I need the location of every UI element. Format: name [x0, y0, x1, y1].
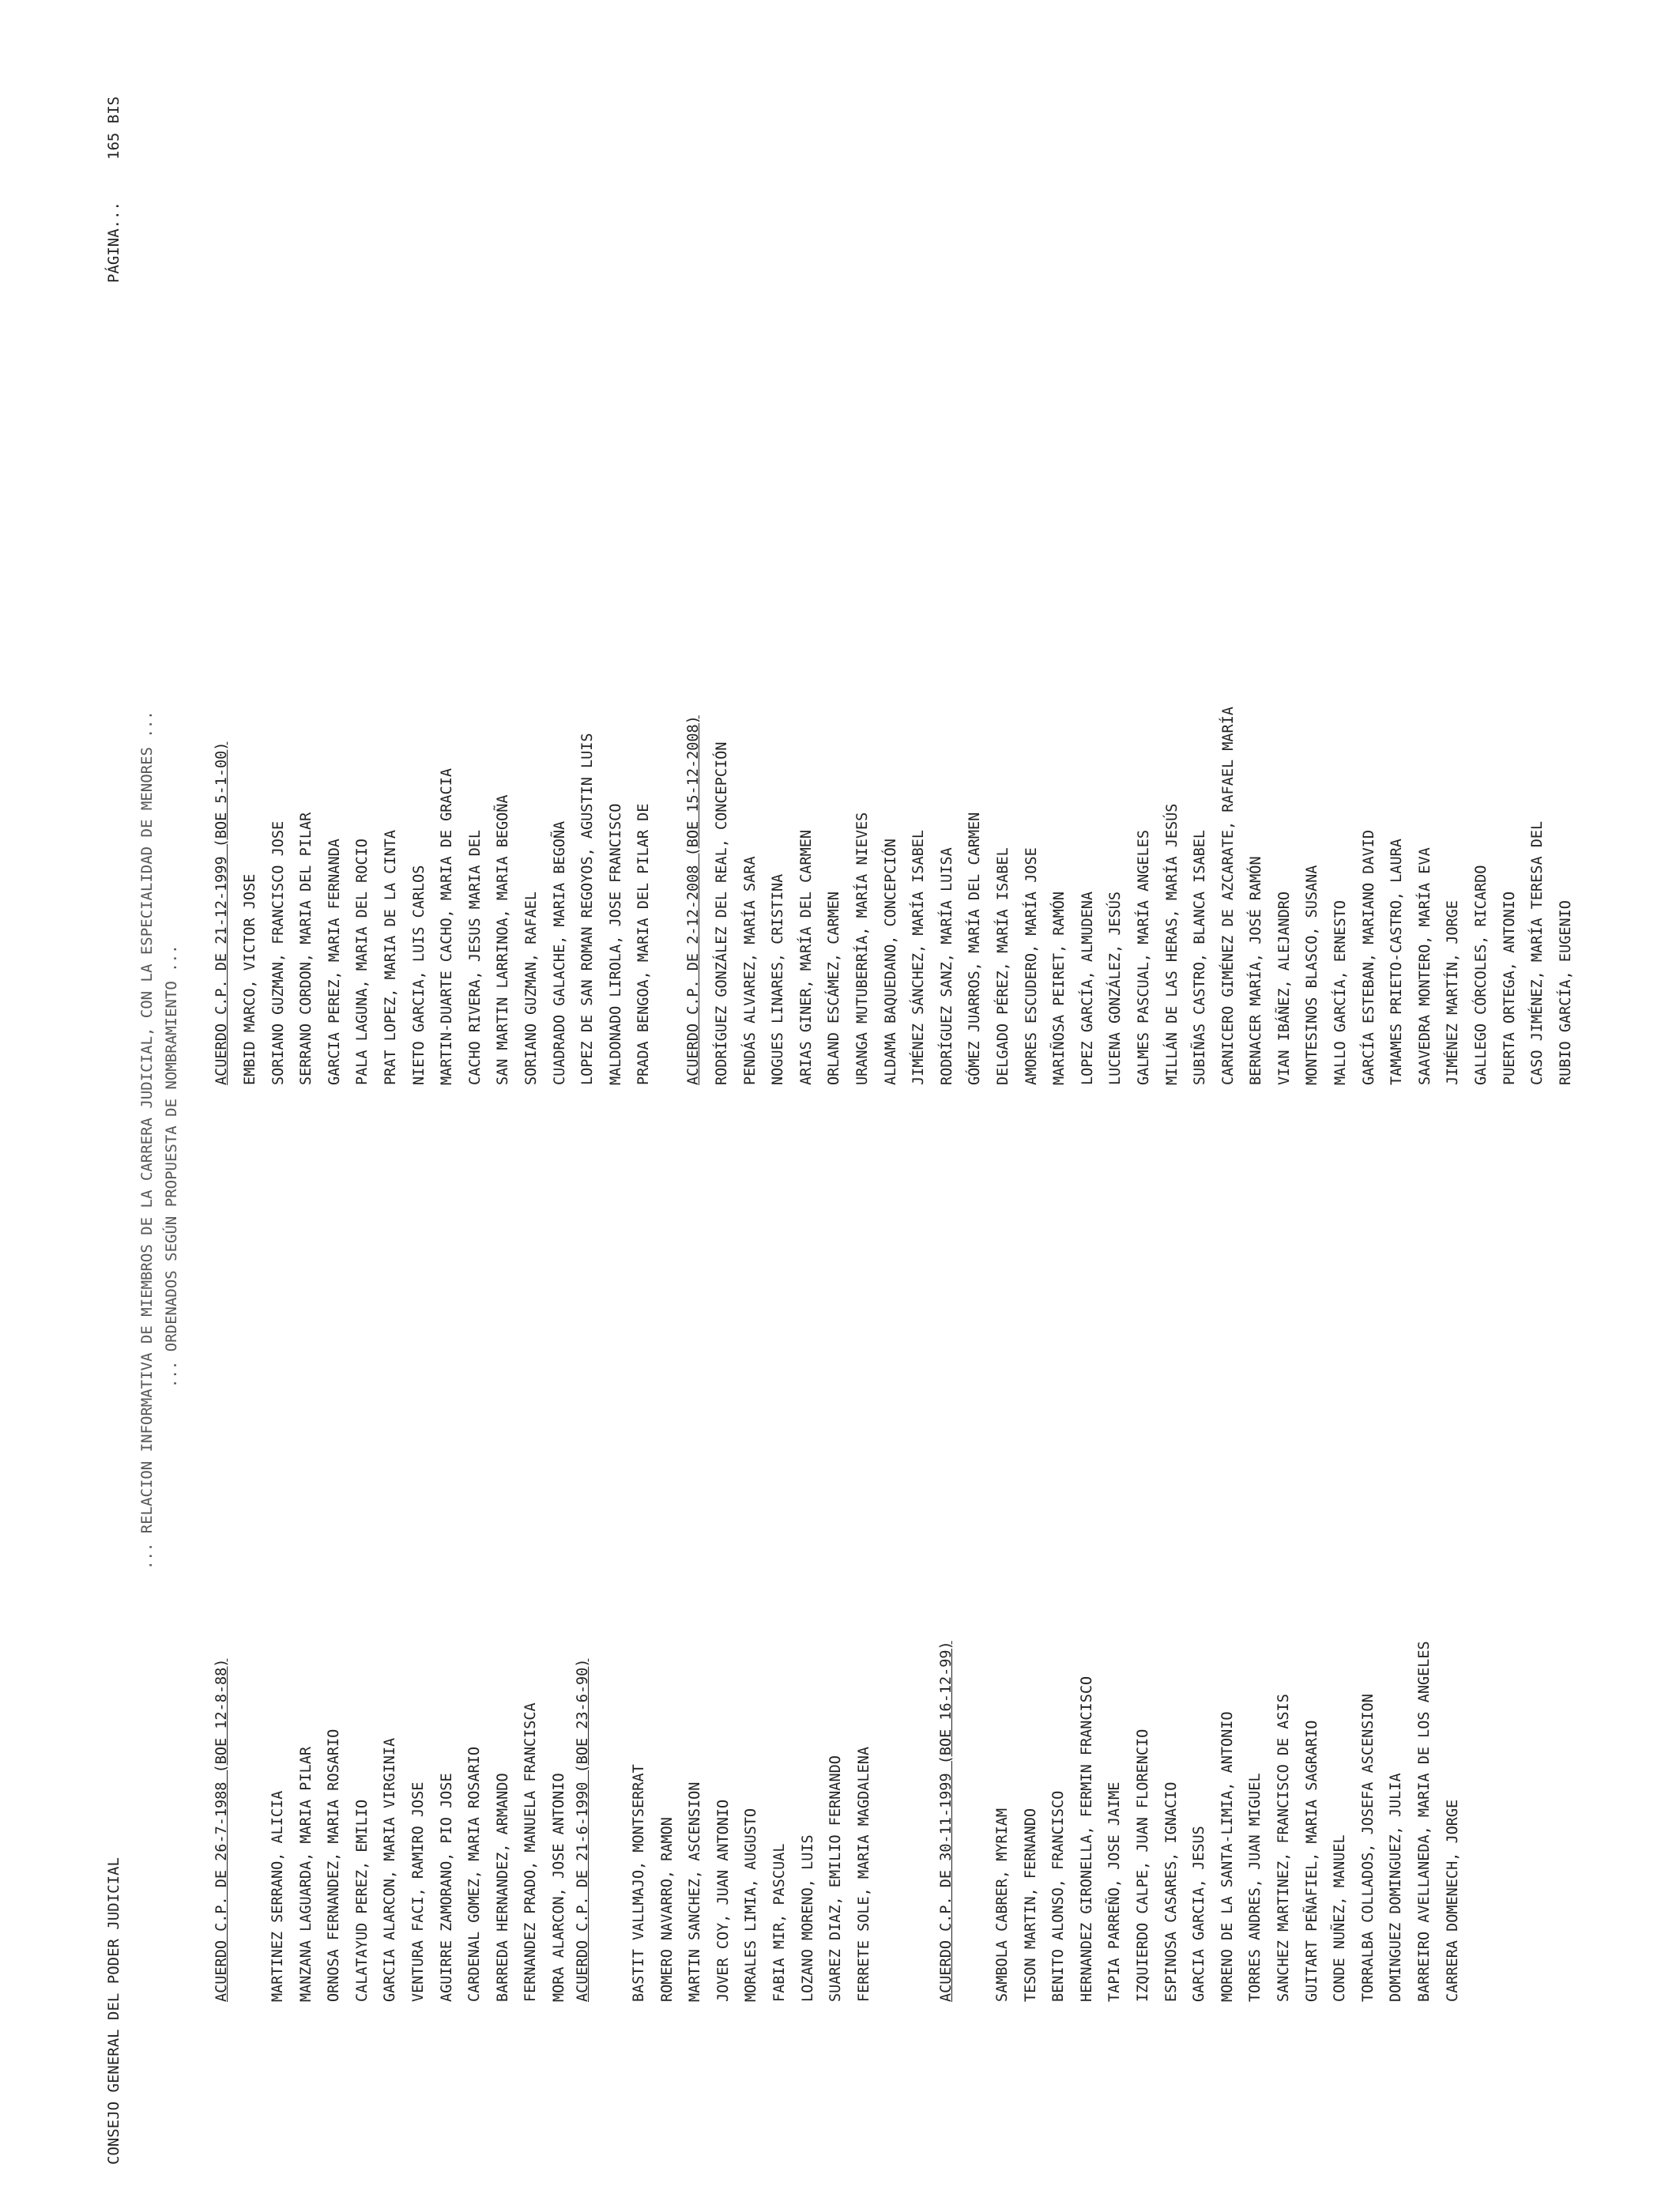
- member-name: LOZANO MORENO, LUIS: [799, 1834, 816, 2002]
- member-name: BENITO ALONSO, FRANCISCO: [1050, 1790, 1068, 2002]
- member-name: SORIANO GUZMAN, RAFAEL: [522, 891, 540, 1085]
- member-name: BASTIT VALLMAJO, MONTSERRAT: [631, 1764, 647, 2002]
- member-name: FERRETE SOLE, MARIA MAGDALENA: [855, 1746, 872, 2002]
- member-name: TESON MARTIN, FERNANDO: [1022, 1808, 1039, 2002]
- member-list: [236, 733, 658, 1085]
- member-name: MALLO GARCÍA, ERNESTO: [1332, 900, 1350, 1085]
- member-name: PUERTA ORTEGA, ANTONIO: [1501, 891, 1518, 1085]
- member-name: ARIAS GINER, MARÍA DEL CARMEN: [797, 829, 815, 1085]
- member-name: MILLÁN DE LAS HERAS, MARÍA JESÚS: [1163, 803, 1181, 1085]
- member-name: MARIÑOSA PEIRET, RAMÓN: [1051, 891, 1068, 1085]
- member-name: TORRALBA COLLADOS, JOSEFA ASCENSION: [1359, 1694, 1377, 2002]
- member-name: MONTESINOS BLASCO, SUSANA: [1304, 865, 1321, 1085]
- member-name: CARRERA DOMENECH, JORGE: [1444, 1799, 1461, 2002]
- agreement-heading: ACUERDO C.P. DE 21-6-1990 (BOE 23-6-90): [574, 1658, 591, 2002]
- organization-name: CONSEJO GENERAL DEL PODER JUDICIAL: [105, 1857, 122, 2165]
- agreement-heading: ACUERDO C.P. DE 21-12-1999 (BOE 5-1-00): [213, 741, 230, 1085]
- member-name: JIMÉNEZ SÁNCHEZ, MARÍA ISABEL: [910, 829, 928, 1085]
- member-name: CARNICERO GIMÉNEZ DE AZCARATE, RAFAEL MARÍA: [1219, 707, 1237, 1085]
- member-name: NOGUES LINARES, CRISTINA: [770, 873, 787, 1085]
- member-name: PENDÁS ALVAREZ, MARÍA SARA: [741, 856, 759, 1085]
- member-name: ORNOSA FERNANDEZ, MARIA ROSARIO: [326, 1728, 343, 2002]
- member-name: CARDENAL GOMEZ, MARIA ROSARIO: [466, 1746, 484, 2002]
- member-name: CASO JIMÉNEZ, MARÍA TERESA DEL: [1529, 820, 1546, 1085]
- member-name: GARCIA PEREZ, MARIA FERNANDA: [326, 839, 343, 1085]
- member-name: JOVER COY, JUAN ANTONIO: [714, 1799, 732, 2002]
- member-name: NIETO GARCIA, LUIS CARLOS: [410, 865, 428, 1085]
- member-name: GALLEGO CÓRCOLES, RICARDO: [1473, 865, 1490, 1085]
- member-name: PRAT LOPEZ, MARIA DE LA CINTA: [382, 829, 399, 1085]
- member-name: RODRÍGUEZ SANZ, MARÍA LUISA: [938, 847, 955, 1085]
- member-name: DELGADO PÉREZ, MARÍA ISABEL: [994, 847, 1011, 1085]
- member-name: MANZANA LAGUARDA, MARIA PILAR: [297, 1746, 315, 2002]
- member-name: LOPEZ GARCÍA, ALMUDENA: [1079, 891, 1096, 1085]
- member-name: BERNACER MARÍA, JOSÉ RAMÓN: [1248, 856, 1265, 1085]
- member-name: HERNANDEZ GIRONELLA, FERMIN FRANCISCO: [1078, 1676, 1095, 2002]
- member-name: JIMÉNEZ MARTÍN, JORGE: [1445, 900, 1462, 1085]
- member-name: PALA LAGUNA, MARIA DEL ROCIO: [354, 839, 371, 1085]
- member-name: SAN MARTIN LARRINOA, MARIA BEGOÑA: [495, 794, 512, 1085]
- member-list: [708, 707, 1580, 1085]
- member-name: IZQUIERDO CALPE, JUAN FLORENCIO: [1134, 1728, 1151, 2002]
- page-number: 165 BIS: [105, 96, 122, 160]
- member-name: MALDONADO LIROLA, JOSE FRANCISCO: [607, 803, 624, 1085]
- member-name: GARCIA GARCIA, JESUS: [1191, 1826, 1208, 2002]
- member-name: GALMES PASCUAL, MARÍA ANGELES: [1135, 829, 1152, 1085]
- member-name: MARTINEZ SERRANO, ALICIA: [269, 1790, 286, 2002]
- member-name: BARREIRO AVELLANEDA, MARIA DE LOS ANGELES: [1415, 1641, 1433, 2002]
- agreement-group-1990: [569, 1659, 878, 2002]
- member-name: FERNANDEZ PRADO, MANUELA FRANCISCA: [522, 1702, 540, 2002]
- member-name: EMBID MARCO, VICTOR JOSE: [242, 873, 258, 1085]
- member-name: LOPEZ DE SAN ROMAN REGOYOS, AGUSTIN LUIS: [579, 733, 597, 1085]
- member-name: CALATAYUD PEREZ, EMILIO: [353, 1799, 371, 2002]
- member-name: MORALES LIMIA, AUGUSTO: [743, 1808, 760, 2002]
- member-name: DOMINGUEZ DOMINGUEZ, JULIA: [1388, 1773, 1405, 2002]
- agreement-heading: ACUERDO C.P. DE 2-12-2008 (BOE 15-12-2008): [685, 715, 702, 1085]
- agreement-heading: ACUERDO C.P. DE 30-11-1999 (BOE 16-12-99): [938, 1641, 955, 2002]
- member-name: TORRES ANDRES, JUAN MIGUEL: [1247, 1773, 1264, 2002]
- member-name: MARTIN-DUARTE CACHO, MARIA DE GRACIA: [439, 768, 456, 1085]
- report-subtitle: ... ORDENADOS SEGÚN PROPUESTA DE NOMBRAMIENTO ...: [163, 944, 180, 1388]
- member-name: SANCHEZ MARTINEZ, FRANCISCO DE ASIS: [1275, 1694, 1292, 2002]
- member-name: SAMBOLA CABRER, MYRIAM: [994, 1808, 1011, 2002]
- member-list: [625, 1659, 878, 2002]
- member-name: TAPIA PARREÑO, JOSE JAIME: [1106, 1781, 1124, 2002]
- member-name: MORENO DE LA SANTA-LIMIA, ANTONIO: [1219, 1711, 1236, 2002]
- member-name: MARTIN SANCHEZ, ASCENSION: [687, 1781, 704, 2002]
- page-label: PÁGINA...: [105, 202, 122, 283]
- member-name: SORIANO GUZMAN, FRANCISCO JOSE: [269, 820, 287, 1085]
- agreement-heading: ACUERDO C.P. DE 26-7-1988 (BOE 12-8-88): [213, 1658, 230, 2002]
- agreement-group-1988: [208, 1659, 574, 2002]
- member-name: SERRANO CORDON, MARIA DEL PILAR: [298, 812, 315, 1085]
- member-name: ROMERO NAVARRO, RAMON: [658, 1817, 676, 2002]
- member-name: SUAREZ DIAZ, EMILIO FERNANDO: [827, 1755, 845, 2002]
- agreement-group-1999-dec: [208, 733, 658, 1085]
- agreement-group-1999-nov: [932, 1641, 1467, 2002]
- member-name: CONDE NUÑEZ, MANUEL: [1332, 1834, 1349, 2002]
- member-list: [989, 1641, 1467, 2002]
- member-name: RODRÍGUEZ GONZÁLEZ DEL REAL, CONCEPCIÓN: [714, 741, 730, 1085]
- member-name: LUCENA GONZÁLEZ, JESÚS: [1107, 891, 1124, 1085]
- member-name: CACHO RIVERA, JESUS MARIA DEL: [466, 829, 484, 1085]
- member-name: AMORES ESCUDERO, MARÍA JOSE: [1023, 847, 1040, 1085]
- agreement-group-2008: [680, 707, 1580, 1085]
- member-name: GUITART PEÑAFIEL, MARIA SAGRARIO: [1303, 1720, 1320, 2002]
- member-name: GARCÍA ESTEBAN, MARIANO DAVID: [1360, 829, 1377, 1085]
- member-name: GÓMEZ JUARROS, MARÍA DEL CARMEN: [966, 812, 984, 1085]
- member-name: ALDAMA BAQUEDANO, CONCEPCIÓN: [882, 839, 899, 1085]
- member-name: SAAVEDRA MONTERO, MARÍA EVA: [1416, 847, 1433, 1085]
- member-name: URANGA MUTUBERRÍA, MARÍA NIEVES: [853, 812, 871, 1085]
- member-name: BARREDA HERNANDEZ, ARMANDO: [494, 1773, 511, 2002]
- member-name: RUBIO GARCÍA, EUGENIO: [1557, 900, 1574, 1085]
- member-name: ESPINOSA CASARES, IGNACIO: [1162, 1781, 1180, 2002]
- member-list: [264, 1659, 574, 2002]
- member-name: ORLAND ESCÁMEZ, CARMEN: [826, 891, 843, 1085]
- member-name: VENTURA FACI, RAMIRO JOSE: [409, 1781, 427, 2002]
- member-name: VIAN IBÁÑEZ, ALEJANDRO: [1275, 891, 1293, 1085]
- member-name: FABIA MIR, PASCUAL: [770, 1843, 788, 2002]
- member-name: SUBIÑAS CASTRO, BLANCA ISABEL: [1192, 829, 1209, 1085]
- member-name: TAMAMES PRIETO-CASTRO, LAURA: [1388, 839, 1406, 1085]
- report-title: ... RELACION INFORMATIVA DE MIEMBROS DE LA CARRERA JUDICIAL, CON LA ESPECIALIDAD DE MENORES ...: [138, 711, 156, 1570]
- member-name: AGUIRRE ZAMORANO, PIO JOSE: [438, 1773, 455, 2002]
- member-name: GARCIA ALARCON, MARIA VIRGINIA: [382, 1737, 399, 2002]
- member-name: PRADA BENGOA, MARIA DEL PILAR DE: [635, 803, 653, 1085]
- member-name: CUADRADO GALACHE, MARIA BEGOÑA: [551, 820, 568, 1085]
- member-name: MORA ALARCON, JOSE ANTONIO: [550, 1773, 567, 2002]
